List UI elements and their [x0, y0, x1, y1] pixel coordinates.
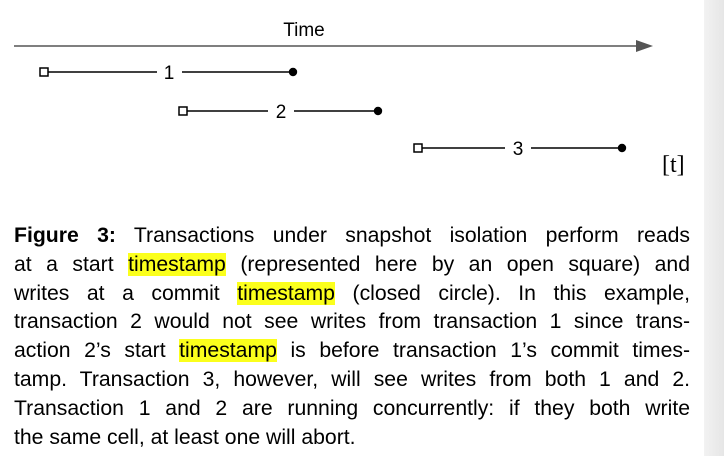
caption-text: Transaction 1 and 2 are running concurrently: if they both write: [14, 396, 690, 420]
transaction-1: [40, 63, 297, 84]
time-axis-arrowhead: [636, 40, 653, 52]
figure-label: Figure 3:: [14, 224, 116, 247]
caption-line: [14, 251, 690, 280]
snapshot-isolation-diagram: [0, 0, 724, 200]
highlighted-timestamp: timestamp: [128, 252, 226, 276]
transaction-1-start-square: [40, 68, 48, 76]
caption-text: at a start: [14, 252, 129, 276]
transaction-3-start-square: [414, 144, 422, 152]
caption-text: Transactions under snapshot isolation perform reads: [115, 224, 690, 247]
transaction-3-label: 3: [512, 139, 524, 160]
caption-text: the same cell, at least one will abort.: [14, 425, 356, 449]
caption-text: (represented here by an open square) and: [225, 252, 690, 276]
transaction-1-label: 1: [163, 63, 175, 84]
transaction-2-label: 2: [275, 102, 287, 123]
transaction-2: [179, 102, 382, 123]
transaction-3-commit-circle: [618, 144, 626, 152]
transaction-2-commit-circle: [374, 107, 382, 115]
figure-position-tag: [t]: [662, 152, 685, 178]
figure-caption: [14, 222, 690, 452]
caption-text: writes at a commit: [14, 281, 238, 305]
caption-text: transaction 2 would not see writes from transaction 1 since trans-: [14, 310, 690, 334]
caption-text: is before transaction 1’s commit times-: [276, 339, 691, 363]
caption-line: [14, 222, 690, 251]
transaction-3: [414, 139, 626, 160]
time-axis-label: Time: [283, 20, 325, 41]
highlighted-timestamp: timestamp: [237, 281, 335, 305]
highlighted-timestamp: timestamp: [179, 339, 277, 363]
caption-text: tamp. Transaction 3, however, will see writes from both 1 and 2.: [14, 367, 690, 391]
caption-text: action 2’s start: [14, 339, 180, 363]
caption-text: (closed circle). In this example,: [334, 281, 690, 305]
caption-line: [14, 308, 690, 337]
transaction-2-start-square: [179, 107, 187, 115]
caption-line: [14, 337, 690, 366]
caption-line: [14, 395, 690, 424]
caption-line: [14, 366, 690, 395]
transaction-1-commit-circle: [289, 68, 297, 76]
caption-line: [14, 280, 690, 309]
caption-line: [14, 424, 690, 453]
